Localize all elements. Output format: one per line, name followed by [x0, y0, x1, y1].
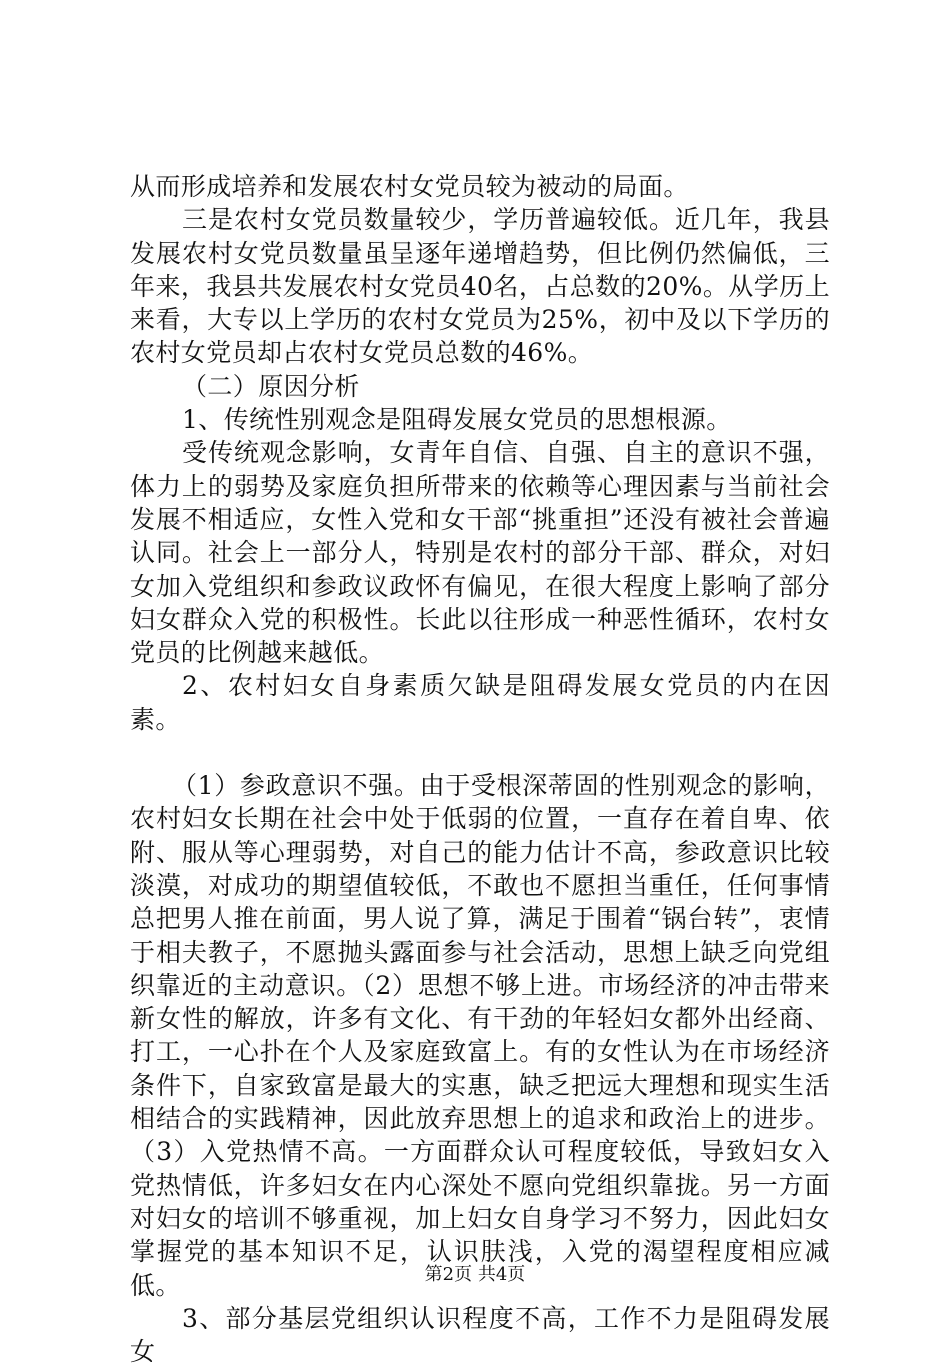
subheading-3: 3、部分基层党组织认识程度不高，工作不力是阻碍发展女 — [130, 1303, 830, 1367]
paragraph-point-three: 三是农村女党员数量较少，学历普遍较低。近几年，我县发展农村女党员数量虽呈逐年递增趋势，但比例仍然偏低，三年来，我县共发展农村女党员40名，占总数的20%。从学历上来看，大专以上学历的农村女党员为25%，初中及以下学历的农村女党员却占农村女党员总数的46%。 — [130, 205, 830, 368]
paragraph-self-quality: （1）参政意识不强。由于受根深蒂固的性别观念的影响，农村妇女长期在社会中处于低弱的位置，一直存在着自卑、依附、服从等心理弱势，对自己的能力估计不高，参政意识比较淡漠，对成功的期望值较低，不敢也不愿担当重任，任何事情总把男人推在前面，男人说了算，满足于围着“锅台转”，衷情于相夫教子，不愿抛头露面参与社会活动，思想上缺乏向党组织靠近的主动意识。（2）思想不够上进。市场经济的冲击带来新女性的解放，许多有文化、有干劲的年轻妇女都外出经商、打工，一心扑在个人及家庭致富上。有的女性认为在市场经济条件下，自家致富是最大的实惠，缺乏把远大理想和现实生活相结合的实践精神，因此放弃思想上的追求和政治上的进步。（3）入党热情不高。一方面群众认可程度较低，导致妇女入党热情低，许多妇女在内心深处不愿向党组织靠拢。另一方面对妇女的培训不够重视，加上妇女自身学习不努力，因此妇女掌握党的基本知识不足，认识肤浅，入党的渴望程度相应减低。 — [130, 771, 830, 1300]
paragraph-traditional-views: 受传统观念影响，女青年自信、自强、自主的意识不强，体力上的弱势及家庭负担所带来的依赖等心理因素与当前社会发展不相适应，女性入党和女干部“挑重担”还没有被社会普遍认同。社会上一部分人，特别是农村的部分干部、群众，对妇女加入党组织和参政议政怀有偏见，在很大程度上影响了部分妇女群众入党的积极性。长此以往形成一种恶性循环，农村女党员的比例越来越低。 — [130, 438, 830, 668]
page-footer: 第2页 共4页 — [424, 1264, 526, 1285]
subheading-2: 2、农村妇女自身素质欠缺是阻碍发展女党员的内在因素。 — [130, 671, 830, 734]
document-body — [130, 170, 830, 1368]
section-heading-cause-analysis: （二）原因分析 — [182, 371, 360, 401]
subheading-1: 1、传统性别观念是阻碍发展女党员的思想根源。 — [182, 405, 732, 435]
paragraph-gap — [130, 736, 830, 769]
paragraph-continuation: 从而形成培养和发展农村女党员较为被动的局面。 — [130, 172, 689, 201]
